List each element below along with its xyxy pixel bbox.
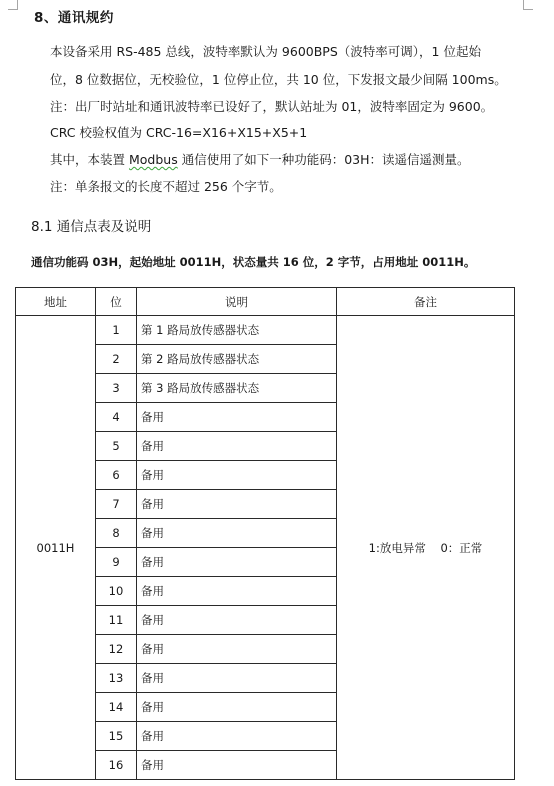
- remark-cell: 1:放电异常 0：正常: [337, 316, 515, 780]
- header-bit: 位: [96, 288, 137, 316]
- bit-cell: 15: [96, 722, 137, 751]
- bit-cell: 16: [96, 751, 137, 780]
- page-corner-mark-right: [523, 0, 533, 10]
- bit-cell: 6: [96, 461, 137, 490]
- function-code-text-before: 其中，本装置: [50, 152, 129, 167]
- description-cell: 备用: [137, 548, 337, 577]
- address-cell: 0011H: [16, 316, 96, 780]
- paragraph-function-code: [50, 150, 470, 170]
- paragraph-length-note: 注：单条报文的长度不超过 256 个字节。: [50, 179, 282, 194]
- bit-cell: 9: [96, 548, 137, 577]
- header-remark: 备注: [337, 288, 515, 316]
- bit-cell: 13: [96, 664, 137, 693]
- description-cell: 第 1 路局放传感器状态: [137, 316, 337, 345]
- page-corner-mark-left: [8, 0, 18, 10]
- description-cell: 备用: [137, 461, 337, 490]
- description-cell: 备用: [137, 664, 337, 693]
- table-row: [16, 316, 515, 345]
- bit-cell: 14: [96, 693, 137, 722]
- description-cell: 备用: [137, 693, 337, 722]
- description-cell: 备用: [137, 519, 337, 548]
- paragraph-frame-format: 位，8 位数据位，无校验位，1 位停止位，共 10 位，下发报文最少间隔 100ms。: [50, 72, 507, 87]
- bit-cell: 5: [96, 432, 137, 461]
- description-cell: 备用: [137, 722, 337, 751]
- description-cell: 备用: [137, 432, 337, 461]
- paragraph-bus-spec: 本设备采用 RS-485 总线，波特率默认为 9600BPS（波特率可调），1 位起始: [50, 44, 481, 59]
- table-body: [16, 316, 515, 780]
- header-address: 地址: [16, 288, 96, 316]
- description-cell: 备用: [137, 490, 337, 519]
- table-header-row: [16, 288, 515, 316]
- description-cell: 备用: [137, 577, 337, 606]
- bit-cell: 2: [96, 345, 137, 374]
- bit-cell: 8: [96, 519, 137, 548]
- description-cell: 第 3 路局放传感器状态: [137, 374, 337, 403]
- function-code-text-after: 通信使用了如下一种功能码：03H：读遥信遥测量。: [177, 152, 470, 167]
- function-summary: 通信功能码 03H，起始地址 0011H，状态量共 16 位，2 字节，占用地址 0011H。: [31, 255, 476, 269]
- paragraph-crc: CRC 校验权值为 CRC-16=X16+X15+X5+1: [50, 125, 308, 140]
- sub-heading: 8.1 通信点表及说明: [31, 219, 152, 235]
- bit-cell: 10: [96, 577, 137, 606]
- paragraph-factory-note: 注：出厂时站址和通讯波特率已设好了，默认站址为 01，波特率固定为 9600。: [50, 99, 494, 114]
- bit-cell: 1: [96, 316, 137, 345]
- description-cell: 备用: [137, 635, 337, 664]
- bit-cell: 7: [96, 490, 137, 519]
- bit-cell: 11: [96, 606, 137, 635]
- bit-cell: 12: [96, 635, 137, 664]
- description-cell: 备用: [137, 403, 337, 432]
- description-cell: 备用: [137, 751, 337, 780]
- point-table: [15, 287, 515, 780]
- section-heading: 8、通讯规约: [34, 10, 114, 26]
- bit-cell: 3: [96, 374, 137, 403]
- header-description: 说明: [137, 288, 337, 316]
- description-cell: 备用: [137, 606, 337, 635]
- modbus-word: Modbus: [128, 152, 178, 167]
- description-cell: 第 2 路局放传感器状态: [137, 345, 337, 374]
- bit-cell: 4: [96, 403, 137, 432]
